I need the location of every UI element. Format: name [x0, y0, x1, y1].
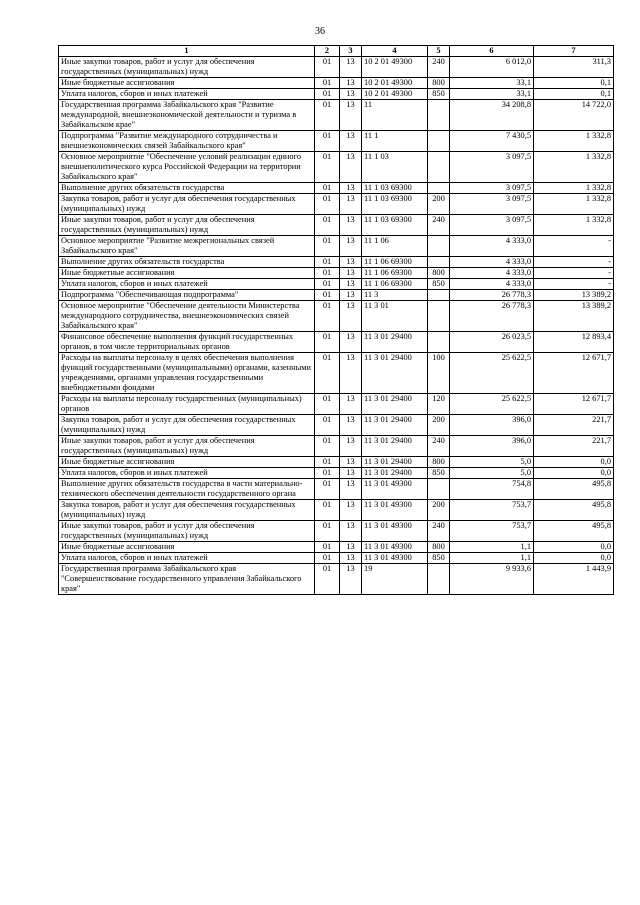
subsection-code-cell: 13 — [340, 290, 362, 301]
row-name-cell: Подпрограмма "Обеспечивающая подпрограмма" — [59, 290, 315, 301]
row-name-cell: Расходы на выплаты персоналу в целях обеспечения выполнения функций государственными (муниципальными) органами, казенными учреждениями, органами управления государственными внебюджетными фондами — [59, 353, 315, 394]
section-code-cell: 01 — [315, 436, 340, 457]
row-name-cell: Иные бюджетные ассигнования — [59, 457, 315, 468]
amount-plan-cell: 5,0 — [450, 468, 534, 479]
row-name-cell: Уплата налогов, сборов и иных платежей — [59, 89, 315, 100]
section-code-cell: 01 — [315, 301, 340, 332]
amount-actual-cell: - — [534, 236, 614, 257]
expense-type-cell: 800 — [428, 268, 450, 279]
target-article-cell: 11 3 01 29400 — [362, 457, 428, 468]
section-code-cell: 01 — [315, 415, 340, 436]
budget-table — [58, 45, 614, 595]
amount-actual-cell: 495,8 — [534, 479, 614, 500]
table-row — [59, 290, 614, 301]
target-article-cell: 11 — [362, 100, 428, 131]
target-article-cell: 11 3 01 29400 — [362, 415, 428, 436]
target-article-cell: 11 3 01 29400 — [362, 468, 428, 479]
subsection-code-cell: 13 — [340, 332, 362, 353]
target-article-cell: 10 2 01 49300 — [362, 57, 428, 78]
expense-type-cell — [428, 100, 450, 131]
amount-plan-cell: 3 097,5 — [450, 152, 534, 183]
amount-actual-cell: 13 389,2 — [534, 301, 614, 332]
row-name-cell: Расходы на выплаты персоналу государственных (муниципальных) органов — [59, 394, 315, 415]
subsection-code-cell: 13 — [340, 268, 362, 279]
expense-type-cell: 240 — [428, 57, 450, 78]
section-code-cell: 01 — [315, 290, 340, 301]
target-article-cell: 10 2 01 49300 — [362, 89, 428, 100]
column-header: 2 — [315, 46, 340, 57]
amount-actual-cell: 1 332,8 — [534, 183, 614, 194]
expense-type-cell: 200 — [428, 500, 450, 521]
target-article-cell: 11 1 03 69300 — [362, 194, 428, 215]
row-name-cell: Уплата налогов, сборов и иных платежей — [59, 279, 315, 290]
amount-actual-cell: 0,0 — [534, 542, 614, 553]
subsection-code-cell: 13 — [340, 236, 362, 257]
amount-actual-cell: 1 332,8 — [534, 131, 614, 152]
row-name-cell: Государственная программа Забайкальского края "Совершенствование государственного управления Забайкальского края" — [59, 564, 315, 595]
expense-type-cell — [428, 257, 450, 268]
expense-type-cell: 120 — [428, 394, 450, 415]
subsection-code-cell: 13 — [340, 152, 362, 183]
section-code-cell: 01 — [315, 100, 340, 131]
table-row — [59, 468, 614, 479]
target-article-cell: 11 1 06 69300 — [362, 279, 428, 290]
subsection-code-cell: 13 — [340, 521, 362, 542]
table-row — [59, 436, 614, 457]
subsection-code-cell: 13 — [340, 500, 362, 521]
column-header: 3 — [340, 46, 362, 57]
section-code-cell: 01 — [315, 152, 340, 183]
table-row — [59, 542, 614, 553]
table-row — [59, 78, 614, 89]
column-header: 5 — [428, 46, 450, 57]
row-name-cell: Подпрограмма "Развитие международного сотрудничества и внешнеэкономических связей Забайкальского края" — [59, 131, 315, 152]
subsection-code-cell: 13 — [340, 436, 362, 457]
subsection-code-cell: 13 — [340, 353, 362, 394]
amount-actual-cell: 1 443,9 — [534, 564, 614, 595]
target-article-cell: 11 1 03 69300 — [362, 215, 428, 236]
table-row — [59, 100, 614, 131]
subsection-code-cell: 13 — [340, 415, 362, 436]
section-code-cell: 01 — [315, 479, 340, 500]
amount-plan-cell: 5,0 — [450, 457, 534, 468]
row-name-cell: Иные бюджетные ассигнования — [59, 542, 315, 553]
row-name-cell: Государственная программа Забайкальского края "Развитие международной, внешнеэкономической деятельности и туризма в Забайкальском крае" — [59, 100, 315, 131]
amount-plan-cell: 33,1 — [450, 78, 534, 89]
subsection-code-cell: 13 — [340, 394, 362, 415]
expense-type-cell: 240 — [428, 215, 450, 236]
amount-actual-cell: - — [534, 257, 614, 268]
row-name-cell: Уплата налогов, сборов и иных платежей — [59, 553, 315, 564]
table-row — [59, 301, 614, 332]
target-article-cell: 11 3 01 — [362, 301, 428, 332]
target-article-cell: 10 2 01 49300 — [362, 78, 428, 89]
target-article-cell: 11 1 — [362, 131, 428, 152]
section-code-cell: 01 — [315, 194, 340, 215]
amount-plan-cell: 3 097,5 — [450, 215, 534, 236]
row-name-cell: Закупка товаров, работ и услуг для обеспечения государственных (муниципальных) нужд — [59, 415, 315, 436]
expense-type-cell — [428, 183, 450, 194]
section-code-cell: 01 — [315, 78, 340, 89]
expense-type-cell: 100 — [428, 353, 450, 394]
row-name-cell: Закупка товаров, работ и услуг для обеспечения государственных (муниципальных) нужд — [59, 194, 315, 215]
target-article-cell: 11 3 01 49300 — [362, 500, 428, 521]
expense-type-cell: 850 — [428, 468, 450, 479]
subsection-code-cell: 13 — [340, 100, 362, 131]
table-row — [59, 457, 614, 468]
target-article-cell: 11 3 01 29400 — [362, 394, 428, 415]
target-article-cell: 11 3 01 29400 — [362, 436, 428, 457]
amount-plan-cell: 396,0 — [450, 415, 534, 436]
subsection-code-cell: 13 — [340, 89, 362, 100]
expense-type-cell — [428, 332, 450, 353]
section-code-cell: 01 — [315, 215, 340, 236]
table-row — [59, 332, 614, 353]
expense-type-cell — [428, 290, 450, 301]
section-code-cell: 01 — [315, 57, 340, 78]
table-row — [59, 257, 614, 268]
amount-actual-cell: 0,0 — [534, 457, 614, 468]
table-row — [59, 89, 614, 100]
amount-actual-cell: 495,8 — [534, 500, 614, 521]
section-code-cell: 01 — [315, 353, 340, 394]
row-name-cell: Иные бюджетные ассигнования — [59, 78, 315, 89]
amount-plan-cell: 4 333,0 — [450, 279, 534, 290]
expense-type-cell — [428, 479, 450, 500]
amount-plan-cell: 25 622,5 — [450, 394, 534, 415]
subsection-code-cell: 13 — [340, 78, 362, 89]
table-row — [59, 279, 614, 290]
section-code-cell: 01 — [315, 183, 340, 194]
expense-type-cell: 800 — [428, 78, 450, 89]
column-header: 7 — [534, 46, 614, 57]
amount-plan-cell: 3 097,5 — [450, 194, 534, 215]
table-row — [59, 131, 614, 152]
column-header: 6 — [450, 46, 534, 57]
section-code-cell: 01 — [315, 89, 340, 100]
table-row — [59, 353, 614, 394]
amount-plan-cell: 753,7 — [450, 500, 534, 521]
expense-type-cell: 800 — [428, 457, 450, 468]
amount-actual-cell: 495,8 — [534, 521, 614, 542]
amount-plan-cell: 754,8 — [450, 479, 534, 500]
subsection-code-cell: 13 — [340, 279, 362, 290]
row-name-cell: Выполнение других обязательств государства в части материально-технического обеспечения деятельности государственного органа — [59, 479, 315, 500]
section-code-cell: 01 — [315, 457, 340, 468]
amount-plan-cell: 34 208,8 — [450, 100, 534, 131]
target-article-cell: 11 3 01 49300 — [362, 479, 428, 500]
amount-plan-cell: 26 023,5 — [450, 332, 534, 353]
page-number: 36 — [315, 26, 325, 37]
section-code-cell: 01 — [315, 521, 340, 542]
target-article-cell: 11 1 06 — [362, 236, 428, 257]
subsection-code-cell: 13 — [340, 57, 362, 78]
section-code-cell: 01 — [315, 542, 340, 553]
table-row — [59, 194, 614, 215]
table-row — [59, 215, 614, 236]
amount-actual-cell: - — [534, 268, 614, 279]
amount-plan-cell: 6 012,0 — [450, 57, 534, 78]
target-article-cell: 11 3 01 29400 — [362, 332, 428, 353]
row-name-cell: Иные закупки товаров, работ и услуг для обеспечения государственных (муниципальных) нужд — [59, 57, 315, 78]
amount-plan-cell: 4 333,0 — [450, 257, 534, 268]
section-code-cell: 01 — [315, 564, 340, 595]
target-article-cell: 11 1 06 69300 — [362, 257, 428, 268]
section-code-cell: 01 — [315, 257, 340, 268]
section-code-cell: 01 — [315, 268, 340, 279]
section-code-cell: 01 — [315, 468, 340, 479]
expense-type-cell: 200 — [428, 194, 450, 215]
expense-type-cell — [428, 152, 450, 183]
amount-actual-cell: 1 332,8 — [534, 215, 614, 236]
target-article-cell: 11 3 01 29400 — [362, 353, 428, 394]
expense-type-cell — [428, 564, 450, 595]
section-code-cell: 01 — [315, 236, 340, 257]
subsection-code-cell: 13 — [340, 542, 362, 553]
section-code-cell: 01 — [315, 500, 340, 521]
amount-plan-cell: 1,1 — [450, 542, 534, 553]
amount-plan-cell: 4 333,0 — [450, 236, 534, 257]
amount-actual-cell: 221,7 — [534, 415, 614, 436]
target-article-cell: 11 1 06 69300 — [362, 268, 428, 279]
table-row — [59, 415, 614, 436]
amount-actual-cell: - — [534, 279, 614, 290]
table-row — [59, 183, 614, 194]
row-name-cell: Финансовое обеспечение выполнения функций государственных органов, в том числе территориальных органов — [59, 332, 315, 353]
subsection-code-cell: 13 — [340, 301, 362, 332]
amount-actual-cell: 14 722,0 — [534, 100, 614, 131]
section-code-cell: 01 — [315, 131, 340, 152]
target-article-cell: 11 3 — [362, 290, 428, 301]
table-row — [59, 521, 614, 542]
subsection-code-cell: 13 — [340, 564, 362, 595]
amount-actual-cell: 311,3 — [534, 57, 614, 78]
amount-actual-cell: 0,1 — [534, 89, 614, 100]
amount-plan-cell: 33,1 — [450, 89, 534, 100]
row-name-cell: Основное мероприятие "Обеспечение деятельности Министерства международного сотрудничества, внешнеэкономических связей Забайкальского края" — [59, 301, 315, 332]
section-code-cell: 01 — [315, 553, 340, 564]
expense-type-cell: 240 — [428, 521, 450, 542]
table-row — [59, 500, 614, 521]
column-header: 1 — [59, 46, 315, 57]
table-row — [59, 479, 614, 500]
amount-actual-cell: 1 332,8 — [534, 152, 614, 183]
amount-actual-cell: 12 671,7 — [534, 353, 614, 394]
expense-type-cell: 850 — [428, 279, 450, 290]
amount-plan-cell: 26 778,3 — [450, 301, 534, 332]
amount-actual-cell: 13 389,2 — [534, 290, 614, 301]
amount-plan-cell: 4 333,0 — [450, 268, 534, 279]
row-name-cell: Выполнение других обязательств государства — [59, 183, 315, 194]
expense-type-cell — [428, 131, 450, 152]
section-code-cell: 01 — [315, 332, 340, 353]
row-name-cell: Выполнение других обязательств государства — [59, 257, 315, 268]
table-row — [59, 152, 614, 183]
row-name-cell: Иные закупки товаров, работ и услуг для обеспечения государственных (муниципальных) нужд — [59, 521, 315, 542]
section-code-cell: 01 — [315, 394, 340, 415]
expense-type-cell — [428, 301, 450, 332]
amount-plan-cell: 7 430,5 — [450, 131, 534, 152]
expense-type-cell: 800 — [428, 542, 450, 553]
table-row — [59, 394, 614, 415]
subsection-code-cell: 13 — [340, 194, 362, 215]
expense-type-cell: 850 — [428, 89, 450, 100]
amount-plan-cell: 26 778,3 — [450, 290, 534, 301]
row-name-cell: Уплата налогов, сборов и иных платежей — [59, 468, 315, 479]
target-article-cell: 11 1 03 69300 — [362, 183, 428, 194]
column-header: 4 — [362, 46, 428, 57]
table-header-row — [59, 46, 614, 57]
amount-plan-cell: 3 097,5 — [450, 183, 534, 194]
subsection-code-cell: 13 — [340, 257, 362, 268]
subsection-code-cell: 13 — [340, 468, 362, 479]
amount-actual-cell: 221,7 — [534, 436, 614, 457]
row-name-cell: Основное мероприятие "Развитие межрегиональных связей Забайкальского края" — [59, 236, 315, 257]
target-article-cell: 11 1 03 — [362, 152, 428, 183]
table-row — [59, 564, 614, 595]
row-name-cell: Иные закупки товаров, работ и услуг для обеспечения государственных (муниципальных) нужд — [59, 436, 315, 457]
table-row — [59, 268, 614, 279]
amount-actual-cell: 12 893,4 — [534, 332, 614, 353]
table-row — [59, 57, 614, 78]
subsection-code-cell: 13 — [340, 479, 362, 500]
target-article-cell: 19 — [362, 564, 428, 595]
expense-type-cell — [428, 236, 450, 257]
subsection-code-cell: 13 — [340, 215, 362, 236]
amount-actual-cell: 0,0 — [534, 553, 614, 564]
subsection-code-cell: 13 — [340, 553, 362, 564]
subsection-code-cell: 13 — [340, 457, 362, 468]
table-row — [59, 236, 614, 257]
amount-actual-cell: 0,0 — [534, 468, 614, 479]
row-name-cell: Иные бюджетные ассигнования — [59, 268, 315, 279]
expense-type-cell: 200 — [428, 415, 450, 436]
table-row — [59, 553, 614, 564]
amount-plan-cell: 753,7 — [450, 521, 534, 542]
expense-type-cell: 240 — [428, 436, 450, 457]
amount-actual-cell: 12 671,7 — [534, 394, 614, 415]
amount-plan-cell: 1,1 — [450, 553, 534, 564]
amount-plan-cell: 25 622,5 — [450, 353, 534, 394]
target-article-cell: 11 3 01 49300 — [362, 521, 428, 542]
expense-type-cell: 850 — [428, 553, 450, 564]
amount-plan-cell: 9 933,6 — [450, 564, 534, 595]
row-name-cell: Закупка товаров, работ и услуг для обеспечения государственных (муниципальных) нужд — [59, 500, 315, 521]
subsection-code-cell: 13 — [340, 183, 362, 194]
amount-plan-cell: 396,0 — [450, 436, 534, 457]
section-code-cell: 01 — [315, 279, 340, 290]
row-name-cell: Иные закупки товаров, работ и услуг для обеспечения государственных (муниципальных) нужд — [59, 215, 315, 236]
row-name-cell: Основное мероприятие "Обеспечение условий реализации единого внешнеполитического курса Российской Федерации на территории Забайкальского края" — [59, 152, 315, 183]
target-article-cell: 11 3 01 49300 — [362, 553, 428, 564]
target-article-cell: 11 3 01 49300 — [362, 542, 428, 553]
subsection-code-cell: 13 — [340, 131, 362, 152]
amount-actual-cell: 1 332,8 — [534, 194, 614, 215]
amount-actual-cell: 0,1 — [534, 78, 614, 89]
